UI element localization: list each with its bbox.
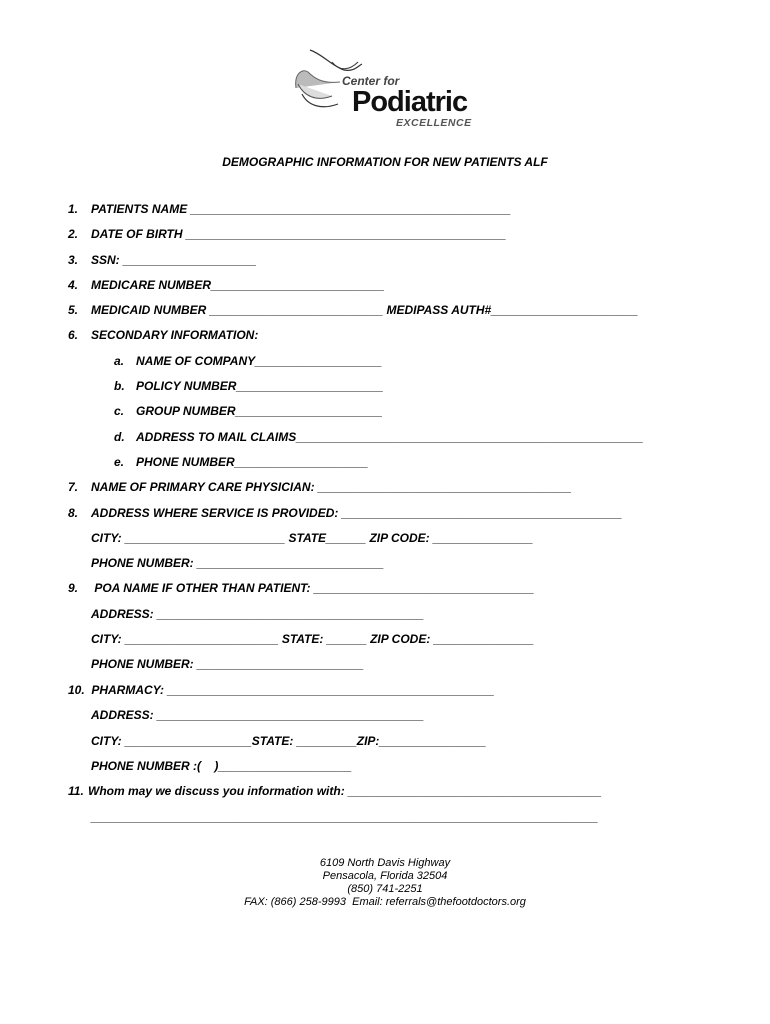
field-number: 7. <box>68 480 79 494</box>
field-label-with-blank[interactable]: CITY: ___________________STATE: _________ZIP:________________ <box>91 734 487 748</box>
field-label-with-blank[interactable]: CITY: ________________________ STATE______ ZIP CODE: _______________ <box>91 531 534 545</box>
field-number: 1. <box>68 202 79 216</box>
field-number: 2. <box>68 227 79 241</box>
field-label-with-blank[interactable]: Whom may we discuss you information with: ______________________________________ <box>88 784 602 798</box>
logo-podiatric-text: Podiatric <box>352 86 468 118</box>
field-number: 9. <box>68 581 79 595</box>
field-label-with-blank[interactable]: ____________________________________________________________________________ <box>91 810 599 824</box>
form-title: DEMOGRAPHIC INFORMATION FOR NEW PATIENTS ALF <box>222 155 548 169</box>
field-label-with-blank[interactable]: PHARMACY: _________________________________________________ <box>88 683 495 697</box>
contact-footer <box>0 857 770 909</box>
field-label-with-blank[interactable]: GROUP NUMBER______________________ <box>136 404 383 418</box>
field-label-with-blank[interactable]: PHONE NUMBER: ____________________________ <box>91 556 384 570</box>
field-label-with-blank[interactable]: ADDRESS TO MAIL CLAIMS____________________________________________________ <box>136 430 644 444</box>
footer-phone: (850) 741-2251 <box>347 883 423 895</box>
field-label-with-blank[interactable]: PHONE NUMBER: _________________________ <box>91 657 364 671</box>
field-number: 5. <box>68 303 79 317</box>
field-label-with-blank[interactable]: DATE OF BIRTH ________________________________________________ <box>91 227 507 241</box>
field-label-with-blank[interactable]: PATIENTS NAME ________________________________________________ <box>91 202 511 216</box>
field-number: d. <box>114 430 125 444</box>
field-number: 3. <box>68 253 79 267</box>
field-label-with-blank[interactable]: ADDRESS: ________________________________________ <box>91 607 424 621</box>
field-number: e. <box>114 455 125 469</box>
field-label-with-blank[interactable]: MEDICARE NUMBER__________________________ <box>91 278 385 292</box>
field-label-with-blank[interactable]: SECONDARY INFORMATION: <box>91 328 259 342</box>
field-number: 6. <box>68 328 79 342</box>
logo-excellence-text: EXCELLENCE <box>396 117 472 129</box>
footer-address-line-2: Pensacola, Florida 32504 <box>322 870 448 882</box>
field-label-with-blank[interactable]: MEDICAID NUMBER __________________________ MEDIPASS AUTH#______________________ <box>91 303 639 317</box>
footer-address-line-1: 6109 North Davis Highway <box>319 857 451 869</box>
field-label-with-blank[interactable]: SSN: ____________________ <box>91 253 257 267</box>
field-label-with-blank[interactable]: POLICY NUMBER______________________ <box>136 379 384 393</box>
field-label-with-blank[interactable]: ADDRESS: ________________________________________ <box>91 708 424 722</box>
field-number: 4. <box>68 278 79 292</box>
field-label-with-blank[interactable]: PHONE NUMBER____________________ <box>136 455 369 469</box>
field-label-with-blank[interactable]: POA NAME IF OTHER THAN PATIENT: _________________________________ <box>91 581 535 595</box>
logo-center-for-text: Center for <box>342 74 400 88</box>
field-number: b. <box>114 379 125 393</box>
field-number: 11. <box>68 784 84 798</box>
field-label-with-blank[interactable]: ADDRESS WHERE SERVICE IS PROVIDED: __________________________________________ <box>91 506 623 520</box>
field-number: 8. <box>68 506 79 520</box>
field-number: a. <box>114 354 125 368</box>
footer-fax-email: FAX: (866) 258-9993 Email: referrals@thefootdoctors.org <box>244 896 526 908</box>
field-number: 10. <box>68 683 85 697</box>
center-for-podiatric-excellence-logo <box>292 44 482 132</box>
field-number: c. <box>114 404 125 418</box>
field-label-with-blank[interactable]: NAME OF COMPANY___________________ <box>136 354 382 368</box>
field-label-with-blank[interactable]: CITY: _______________________ STATE: ______ ZIP CODE: _______________ <box>91 632 534 646</box>
field-label-with-blank[interactable]: PHONE NUMBER :( )____________________ <box>91 759 352 773</box>
field-label-with-blank[interactable]: NAME OF PRIMARY CARE PHYSICIAN: ______________________________________ <box>91 480 572 494</box>
